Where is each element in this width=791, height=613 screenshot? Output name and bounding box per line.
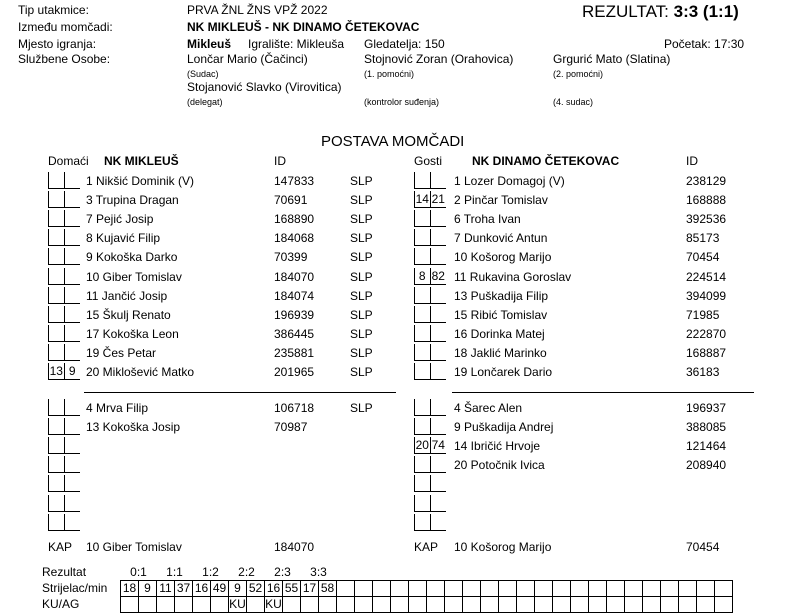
official-name: Lončar Mario (Čačinci) <box>187 52 308 66</box>
sub-box-minute <box>64 325 80 342</box>
scorer-cell: 11 <box>157 581 175 597</box>
home-sub-boxes <box>48 363 80 379</box>
scorer-cell <box>445 581 463 597</box>
home-sub-boxes <box>48 248 80 264</box>
sub-box-minute <box>430 229 446 246</box>
away-sub-boxes <box>414 268 446 284</box>
scorer-cell <box>679 581 697 597</box>
away-sub-boxes <box>414 325 446 341</box>
scorer-cell <box>571 581 589 597</box>
home-divider <box>84 392 396 393</box>
player-name: 15 Škulj Renato <box>86 308 171 322</box>
player-name: 6 Troha Ivan <box>454 212 521 226</box>
sub-box-minute <box>430 248 446 265</box>
sub-player-id: 196937 <box>686 401 727 415</box>
player-slp: SLP <box>350 327 373 341</box>
kuag-cell <box>643 597 661 613</box>
player-id: 184068 <box>274 231 315 245</box>
player-id: 201965 <box>274 365 315 379</box>
sub-box-minute <box>64 418 80 435</box>
sub-box-minute <box>430 456 446 473</box>
player-name: 15 Ribić Tomislav <box>454 308 548 322</box>
player-id: 70399 <box>274 250 308 264</box>
home-side-label: Domaći <box>48 154 89 168</box>
sub-player-name: 20 Potočnik Ivica <box>454 458 545 472</box>
scorer-cell <box>391 581 409 597</box>
player-name: 3 Trupina Dragan <box>86 193 179 207</box>
player-id: 71985 <box>686 308 720 322</box>
home-kap-label: KAP <box>48 540 73 554</box>
match-teams: NK MIKLEUŠ - NK DINAMO ČETEKOVAC <box>187 20 420 34</box>
sub-box-minute: 9 <box>64 363 80 380</box>
home-sub-boxes <box>48 495 80 511</box>
home-sub-boxes <box>48 399 80 415</box>
player-id: 184070 <box>274 270 315 284</box>
scorer-cell: 52 <box>247 581 265 597</box>
player-slp: SLP <box>350 250 373 264</box>
away-sub-boxes <box>414 344 446 360</box>
sub-box-out <box>414 248 430 265</box>
sub-box-out <box>414 399 430 416</box>
sub-box-out <box>48 418 64 435</box>
kuag-cell <box>607 597 625 613</box>
kuag-cell <box>337 597 355 613</box>
strijelac-label: Strijelac/min <box>42 581 108 595</box>
scorer-cell <box>517 581 535 597</box>
away-sub-boxes <box>414 229 446 245</box>
sub-box-minute <box>64 399 80 416</box>
sub-box-minute <box>64 268 80 285</box>
away-sub-boxes <box>414 287 446 303</box>
sub-box-out: 8 <box>414 268 430 285</box>
sub-box-out <box>48 399 64 416</box>
izmedu-label: Između momčadi: <box>18 20 113 34</box>
venue: Mikleuš <box>187 37 232 51</box>
sub-box-out <box>414 418 430 435</box>
scorer-cell <box>481 581 499 597</box>
result-cell: 3:3 <box>310 565 327 579</box>
sub-player-id: 70987 <box>274 420 308 434</box>
sub-box-out <box>48 248 64 265</box>
sub-box-minute <box>64 495 80 512</box>
section-title: POSTAVA MOMČADI <box>321 133 465 150</box>
sub-box-minute: 21 <box>430 191 446 208</box>
player-name: 7 Dunković Antun <box>454 231 548 245</box>
sub-player-slp: SLP <box>350 401 373 415</box>
player-name: 7 Pejić Josip <box>86 212 154 226</box>
home-captain: 10 Giber Tomislav <box>86 540 182 554</box>
officials-label: Službene Osobe: <box>18 52 111 66</box>
result-cell: 2:2 <box>238 565 255 579</box>
player-id: 184074 <box>274 289 315 303</box>
scorer-cell <box>715 581 733 597</box>
sub-box-out <box>48 172 64 189</box>
sub-box-minute <box>64 287 80 304</box>
sub-box-out: 13 <box>49 364 63 378</box>
sub-box-out: 20 <box>415 438 429 452</box>
away-sub-boxes <box>414 210 446 226</box>
official-role: (delegat) <box>187 97 223 107</box>
sub-box-minute <box>64 456 80 473</box>
kuag-cell <box>283 597 301 613</box>
sub-box-minute <box>430 306 446 323</box>
scorer-cell <box>427 581 445 597</box>
sub-box-out <box>48 437 64 454</box>
home-sub-boxes <box>48 475 80 491</box>
score-table <box>42 565 733 613</box>
sub-box-minute <box>430 495 446 512</box>
sub-player-name: 13 Kokoška Josip <box>86 420 181 434</box>
player-id: 36183 <box>686 365 720 379</box>
sub-box-minute <box>430 475 446 492</box>
player-id: 222870 <box>686 327 727 341</box>
home-id-header: ID <box>274 154 286 168</box>
player-id: 70454 <box>686 250 720 264</box>
kuag-cell <box>571 597 589 613</box>
result-value: 3:3 (1:1) <box>673 2 739 21</box>
official-role: (Sudac) <box>187 69 219 79</box>
sub-player-id: 208940 <box>686 458 727 472</box>
player-id: 386445 <box>274 327 315 341</box>
away-kap-label: KAP <box>414 540 439 554</box>
away-sub-boxes <box>414 363 446 379</box>
player-slp: SLP <box>350 308 373 322</box>
sub-box-minute <box>430 399 446 416</box>
kuag-cell <box>661 597 679 613</box>
scorer-cell: 55 <box>283 581 301 597</box>
player-name: 17 Kokoška Leon <box>86 327 179 341</box>
result-cell: 1:1 <box>166 565 183 579</box>
player-name: 19 Čes Petar <box>86 346 157 360</box>
scorer-cell: 9 <box>229 581 247 597</box>
sub-box-minute <box>430 210 446 227</box>
scorer-cell <box>499 581 517 597</box>
player-slp: SLP <box>350 231 373 245</box>
home-sub-boxes <box>48 514 80 530</box>
sub-box-out <box>48 495 64 512</box>
sub-box-minute <box>64 514 80 531</box>
kuag-cell <box>355 597 373 613</box>
sub-box-minute <box>64 191 80 208</box>
kuag-cell <box>427 597 445 613</box>
sub-box-out <box>414 229 430 246</box>
sub-box-out <box>48 191 64 208</box>
player-name: 9 Kokoška Darko <box>86 250 178 264</box>
sub-box-out <box>414 344 430 361</box>
sub-box-out <box>48 514 64 531</box>
home-sub-boxes <box>48 325 80 341</box>
attendance: Gledatelja: 150 <box>364 37 445 51</box>
scorer-cell: 58 <box>319 581 337 597</box>
pitch: Igralište: Mikleuša <box>248 37 345 51</box>
kuag-cell: KU <box>229 597 246 611</box>
sub-box-minute <box>430 344 446 361</box>
player-id: 392536 <box>686 212 727 226</box>
sub-player-name: 4 Šarec Alen <box>454 401 523 415</box>
home-sub-boxes <box>48 229 80 245</box>
scorer-cell <box>643 581 661 597</box>
away-id-header: ID <box>686 154 698 168</box>
player-id: 394099 <box>686 289 727 303</box>
kuag-cell <box>445 597 463 613</box>
home-team-name: NK MIKLEUŠ <box>104 154 179 168</box>
kuag-cell <box>373 597 391 613</box>
player-slp: SLP <box>350 289 373 303</box>
sub-box-minute <box>430 287 446 304</box>
player-slp: SLP <box>350 365 373 379</box>
home-sub-boxes <box>48 437 80 453</box>
sub-box-out <box>414 495 430 512</box>
home-sub-boxes <box>48 306 80 322</box>
sub-box-minute <box>430 418 446 435</box>
official-name: Stojanović Slavko (Virovitica) <box>187 80 342 94</box>
away-sub-boxes <box>414 248 446 264</box>
scorer-cell <box>373 581 391 597</box>
away-sub-boxes <box>414 456 446 472</box>
sub-box-out <box>48 229 64 246</box>
scorer-cell <box>409 581 427 597</box>
scorer-cell: 49 <box>211 581 229 597</box>
player-name: 11 Jančić Josip <box>86 289 168 303</box>
player-name: 8 Kujavić Filip <box>86 231 161 245</box>
kickoff-time: Početak: 17:30 <box>664 37 745 51</box>
scorer-cell <box>463 581 481 597</box>
away-sub-boxes <box>414 514 446 530</box>
sub-box-minute: 74 <box>430 437 446 454</box>
scorer-cell: 18 <box>121 581 139 597</box>
sub-player-id: 121464 <box>686 439 727 453</box>
kuag-cell <box>679 597 697 613</box>
away-sub-boxes <box>414 306 446 322</box>
player-id: 168887 <box>686 346 727 360</box>
kuag-cell <box>157 597 175 613</box>
home-sub-boxes <box>48 287 80 303</box>
kuag-cell <box>247 597 265 613</box>
scorer-cell <box>337 581 355 597</box>
kuag-cell <box>715 597 733 613</box>
scorer-cell <box>625 581 643 597</box>
scorer-cell: 9 <box>139 581 157 597</box>
sub-box-out <box>48 325 64 342</box>
official-role: (2. pomoćni) <box>553 69 604 79</box>
player-name: 10 Giber Tomislav <box>86 270 182 284</box>
home-sub-boxes <box>48 456 80 472</box>
home-sub-boxes <box>48 172 80 188</box>
away-team-name: NK DINAMO ČETEKOVAC <box>472 154 620 168</box>
sub-box-minute <box>430 172 446 189</box>
player-id: 85173 <box>686 231 720 245</box>
away-captain-id: 70454 <box>686 540 720 554</box>
sub-box-out <box>48 456 64 473</box>
player-id: 147833 <box>274 174 315 188</box>
sub-box-out <box>414 456 430 473</box>
sub-box-out <box>48 344 64 361</box>
player-id: 238129 <box>686 174 727 188</box>
player-slp: SLP <box>350 174 373 188</box>
sub-box-minute <box>64 172 80 189</box>
tip-value: PRVA ŽNL ŽNS VPŽ 2022 <box>187 3 328 17</box>
sub-box-minute <box>64 229 80 246</box>
official-role: (kontrolor suđenja) <box>364 97 440 107</box>
away-captain: 10 Košorog Marijo <box>454 540 552 554</box>
away-sub-boxes <box>414 475 446 491</box>
scorer-cell <box>661 581 679 597</box>
away-sub-boxes <box>414 172 446 188</box>
result-label: REZULTAT: <box>582 2 669 21</box>
away-sub-boxes <box>414 399 446 415</box>
sub-box-out <box>414 363 430 380</box>
result-cell-empty <box>337 565 733 581</box>
player-name: 19 Lončarek Dario <box>454 365 553 379</box>
player-id: 196939 <box>274 308 315 322</box>
sub-player-name: 4 Mrva Filip <box>86 401 149 415</box>
result-box <box>582 2 739 22</box>
kuag-cell <box>517 597 535 613</box>
away-sub-boxes <box>414 191 446 207</box>
sub-box-out <box>414 287 430 304</box>
sub-box-out <box>414 172 430 189</box>
player-name: 2 Pinčar Tomislav <box>454 193 548 207</box>
sub-box-minute <box>430 325 446 342</box>
player-id: 224514 <box>686 270 727 284</box>
scorer-cell: 37 <box>175 581 193 597</box>
sub-box-minute <box>64 248 80 265</box>
player-slp: SLP <box>350 212 373 226</box>
player-id: 235881 <box>274 346 315 360</box>
away-sub-boxes <box>414 418 446 434</box>
kuag-cell <box>211 597 229 613</box>
scorer-cell <box>553 581 571 597</box>
result-cell: 2:3 <box>274 565 291 579</box>
player-name: 11 Rukavina Goroslav <box>454 270 572 284</box>
sub-box-out <box>48 210 64 227</box>
home-sub-boxes <box>48 191 80 207</box>
kuag-cell <box>409 597 427 613</box>
player-id: 168888 <box>686 193 727 207</box>
kuag-cell: KU <box>265 597 282 611</box>
sub-box-out: 14 <box>415 192 429 206</box>
scorer-cell: 17 <box>301 581 319 597</box>
scorer-cell <box>589 581 607 597</box>
sub-box-out <box>414 325 430 342</box>
result-cell: 1:2 <box>202 565 219 579</box>
home-sub-boxes <box>48 268 80 284</box>
rezultat-label: Rezultat <box>42 565 87 580</box>
sub-box-minute <box>64 344 80 361</box>
kuag-cell <box>175 597 193 613</box>
kuag-cell <box>121 597 139 613</box>
official-role: (1. pomoćni) <box>364 69 415 79</box>
official-name: Grgurić Mato (Slatina) <box>553 52 671 66</box>
scorer-cell <box>355 581 373 597</box>
sub-box-out <box>414 475 430 492</box>
kuag-cell <box>697 597 715 613</box>
kuag-cell <box>553 597 571 613</box>
scorer-cell <box>607 581 625 597</box>
sub-box-minute <box>430 363 446 380</box>
scorer-cell: 16 <box>265 581 283 597</box>
kuag-cell <box>499 597 517 613</box>
away-sub-boxes <box>414 495 446 511</box>
home-captain-id: 184070 <box>274 540 315 554</box>
tip-label: Tip utakmice: <box>18 3 89 17</box>
sub-box-out <box>414 514 430 531</box>
player-slp: SLP <box>350 193 373 207</box>
kuag-cell <box>319 597 337 613</box>
kuag-cell <box>481 597 499 613</box>
player-name: 20 Miklošević Matko <box>86 365 195 379</box>
sub-box-minute <box>64 306 80 323</box>
sub-player-name: 9 Puškadija Andrej <box>454 420 554 434</box>
scorer-cell <box>535 581 553 597</box>
official-name: Stojnović Zoran (Orahovica) <box>364 52 514 66</box>
player-name: 13 Puškadija Filip <box>454 289 549 303</box>
home-sub-boxes <box>48 418 80 434</box>
player-name: 1 Lozer Domagoj (V) <box>454 174 565 188</box>
sub-box-out <box>414 210 430 227</box>
sub-box-minute <box>64 210 80 227</box>
sub-box-minute: 82 <box>430 268 446 285</box>
player-name: 1 Nikšić Dominik (V) <box>86 174 195 188</box>
away-sub-boxes <box>414 437 446 453</box>
official-role: (4. sudac) <box>553 97 594 107</box>
scorer-cell <box>697 581 715 597</box>
sub-player-name: 14 Ibričić Hrvoje <box>454 439 541 453</box>
kuag-cell <box>139 597 157 613</box>
sub-box-out <box>48 306 64 323</box>
sub-box-out <box>48 287 64 304</box>
kuag-label: KU/AG <box>42 597 80 611</box>
sub-player-id: 106718 <box>274 401 315 415</box>
kuag-cell <box>391 597 409 613</box>
kuag-cell <box>193 597 211 613</box>
sub-player-id: 388085 <box>686 420 727 434</box>
kuag-cell <box>535 597 553 613</box>
result-cell: 0:1 <box>130 565 147 579</box>
sub-box-minute <box>64 475 80 492</box>
player-name: 16 Dorinka Matej <box>454 327 545 341</box>
player-name: 10 Košorog Marijo <box>454 250 552 264</box>
kuag-cell <box>463 597 481 613</box>
sub-box-out <box>414 306 430 323</box>
sub-box-minute <box>430 514 446 531</box>
kuag-cell <box>625 597 643 613</box>
sub-box-minute <box>64 437 80 454</box>
home-sub-boxes <box>48 210 80 226</box>
sub-box-out <box>48 268 64 285</box>
player-slp: SLP <box>350 346 373 360</box>
player-id: 70691 <box>274 193 308 207</box>
player-id: 168890 <box>274 212 315 226</box>
sub-box-out <box>48 475 64 492</box>
player-name: 18 Jaklić Marinko <box>454 346 547 360</box>
away-side-label: Gosti <box>414 154 443 168</box>
kuag-cell <box>301 597 319 613</box>
kuag-cell <box>589 597 607 613</box>
home-sub-boxes <box>48 344 80 360</box>
away-divider <box>452 392 754 393</box>
scorer-cell: 16 <box>193 581 211 597</box>
player-slp: SLP <box>350 270 373 284</box>
mjesto-label: Mjesto igranja: <box>18 37 97 51</box>
